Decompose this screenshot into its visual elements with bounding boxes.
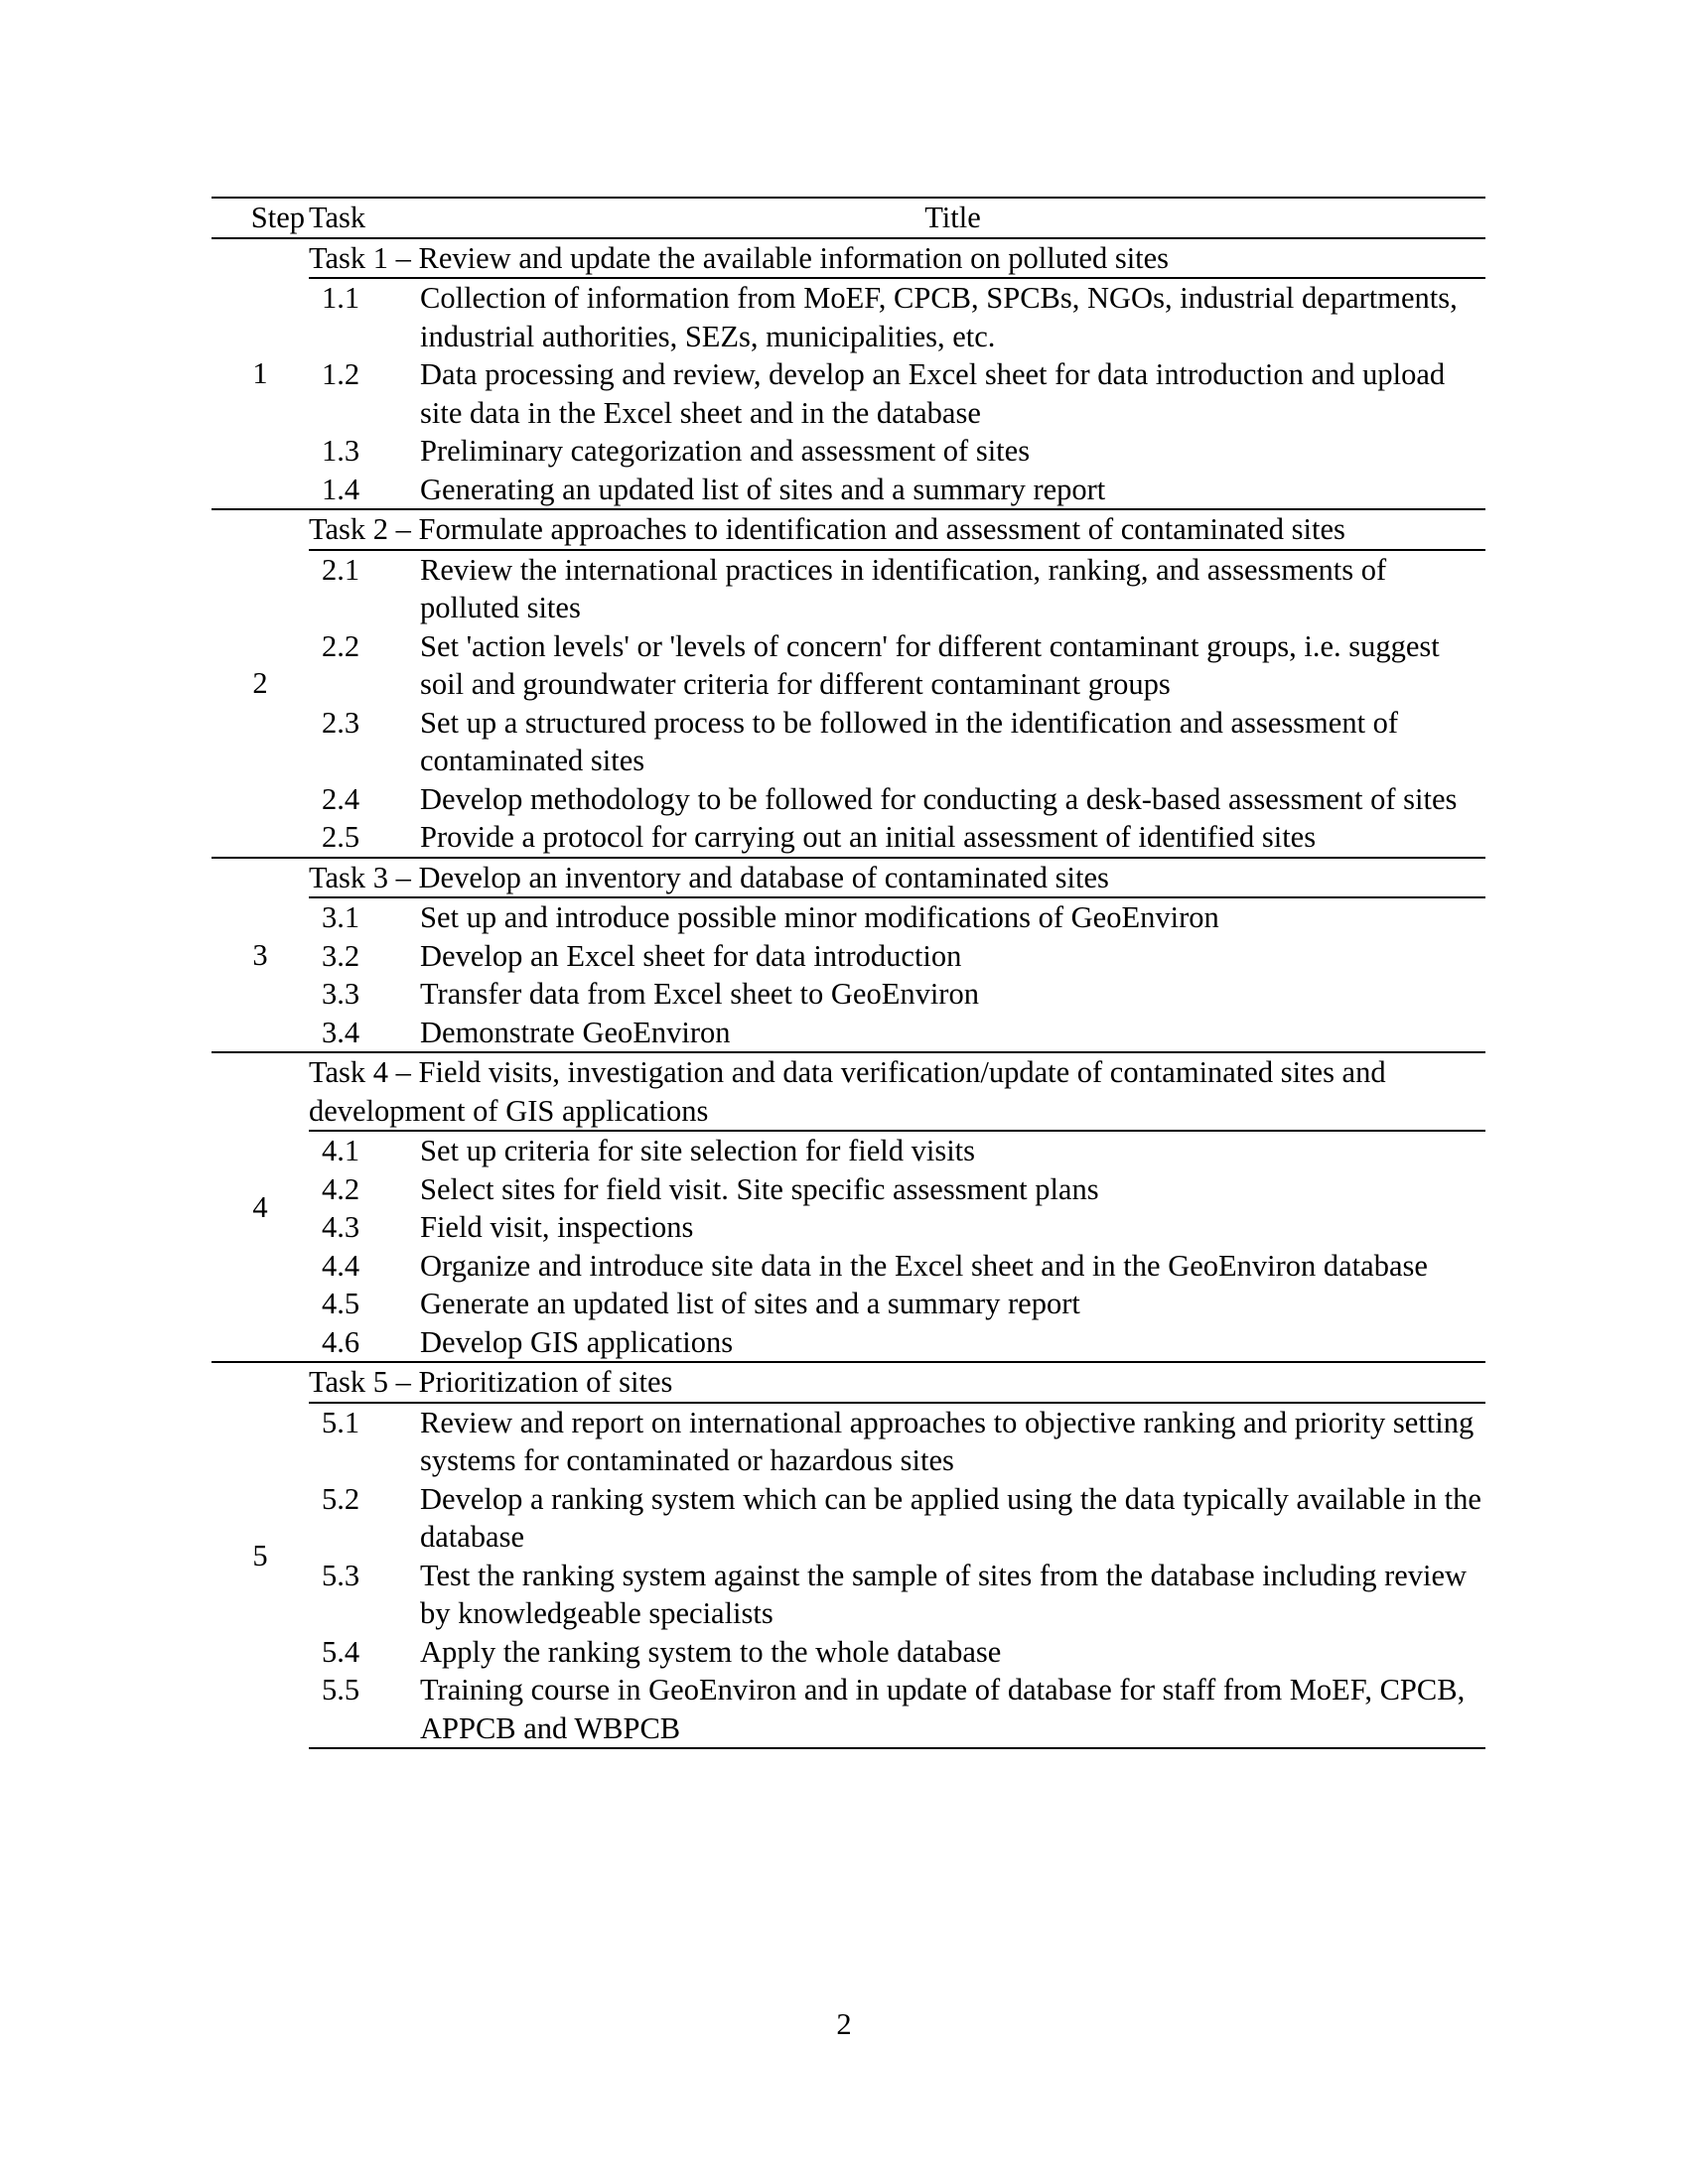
subtask-row — [211, 355, 1485, 432]
subtask-row — [211, 780, 1485, 819]
subtask-row — [211, 937, 1485, 976]
subtask-number: 2.2 — [322, 628, 360, 663]
subtask-row — [211, 897, 1485, 937]
subtask-number: 5.2 — [322, 1481, 360, 1516]
subtask-number: 2.1 — [322, 552, 360, 587]
subtask-title: Set up and introduce possible minor modifications of GeoEnviron — [420, 900, 1219, 934]
task-heading: Task 1 – Review and update the available information on polluted sites — [309, 238, 1485, 279]
header-task: Task — [309, 198, 420, 238]
subtask-number: 2.4 — [322, 781, 360, 816]
header-title: Title — [420, 198, 1485, 238]
subtask-row — [211, 278, 1485, 355]
step-number: 1 — [211, 238, 309, 510]
subtask-row — [211, 1014, 1485, 1053]
task-heading: Task 3 – Develop an inventory and database of contaminated sites — [309, 858, 1485, 898]
subtask-title: Develop a ranking system which can be applied using the data typically available in the database — [420, 1481, 1481, 1554]
subtask-row — [211, 1285, 1485, 1323]
task-group-heading-row — [211, 509, 1485, 550]
subtask-title: Field visit, inspections — [420, 1210, 694, 1244]
subtask-title: Develop GIS applications — [420, 1324, 734, 1359]
subtask-title: Develop methodology to be followed for conducting a desk-based assessment of sites — [420, 781, 1458, 816]
page-number: 2 — [836, 2007, 852, 2041]
subtask-row — [211, 1403, 1485, 1480]
subtask-title: Transfer data from Excel sheet to GeoEnviron — [420, 977, 979, 1011]
subtask-number: 5.5 — [309, 1671, 420, 1748]
subtask-number: 3.4 — [322, 1015, 360, 1049]
task-table-body — [211, 238, 1485, 1749]
step-number: 4 — [211, 1052, 309, 1362]
table-header-row — [211, 198, 1485, 238]
subtask-number: 5.4 — [322, 1634, 360, 1669]
subtask-title: Test the ranking system against the sample of sites from the database including review by knowledgeable specialists — [420, 1558, 1468, 1630]
subtask-number: 5.1 — [322, 1405, 360, 1439]
subtask-title: Review and report on international approaches to objective ranking and priority setting systems for contaminated or hazardous sites — [420, 1405, 1475, 1477]
step-number: 2 — [211, 509, 309, 858]
task-heading: Task 4 – Field visits, investigation and data verification/update of contaminated sites and development of GIS applications — [309, 1052, 1485, 1131]
subtask-number: 4.1 — [322, 1134, 360, 1167]
subtask-title: Training course in GeoEnviron and in update of database for staff from MoEF, CPCB, APPCB and WBPCB — [420, 1671, 1485, 1748]
subtask-row — [211, 1131, 1485, 1170]
task-heading: Task 5 – Prioritization of sites — [309, 1362, 1485, 1403]
subtask-row — [211, 704, 1485, 780]
task-table-container — [211, 197, 1485, 1749]
subtask-title: Review the international practices in identification, ranking, and assessments of polluted sites — [420, 552, 1387, 624]
subtask-number: 4.3 — [322, 1210, 360, 1244]
subtask-row — [211, 818, 1485, 858]
task-table — [211, 197, 1485, 1749]
subtask-number: 1.4 — [322, 472, 360, 506]
subtask-title: Provide a protocol for carrying out an initial assessment of identified sites — [420, 820, 1317, 854]
subtask-row — [211, 1247, 1485, 1286]
subtask-row — [211, 1480, 1485, 1557]
subtask-number: 4.4 — [322, 1248, 360, 1283]
subtask-row — [211, 471, 1485, 510]
subtask-title: Set up a structured process to be followed in the identification and assessment of contaminated sites — [420, 705, 1399, 777]
subtask-row — [211, 1671, 1485, 1748]
subtask-number: 3.2 — [322, 938, 360, 973]
task-group-heading-row — [211, 238, 1485, 279]
subtask-number: 4.5 — [322, 1287, 360, 1320]
subtask-number: 1.1 — [322, 281, 360, 315]
subtask-title: Data processing and review, develop an Excel sheet for data introduction and upload site data in the Excel sheet and in the database — [420, 357, 1446, 430]
subtask-title: Set 'action levels' or 'levels of concern' for different contaminant groups, i.e. suggest soil and groundwater criteria for different contaminant groups — [420, 628, 1440, 701]
task-group-heading-row — [211, 858, 1485, 898]
step-number: 3 — [211, 858, 309, 1053]
subtask-title: Set up criteria for site selection for field visits — [420, 1134, 976, 1167]
subtask-title: Preliminary categorization and assessment of sites — [420, 434, 1031, 468]
subtask-title: Generate an updated list of sites and a summary report — [420, 1287, 1080, 1320]
subtask-row — [211, 1633, 1485, 1672]
task-heading: Task 2 – Formulate approaches to identification and assessment of contaminated sites — [309, 509, 1485, 550]
subtask-number: 4.6 — [322, 1324, 360, 1359]
subtask-number: 2.5 — [322, 820, 360, 854]
subtask-number: 1.3 — [322, 434, 360, 468]
task-group-heading-row — [211, 1052, 1485, 1131]
subtask-number: 1.2 — [322, 357, 360, 391]
subtask-title: Demonstrate GeoEnviron — [420, 1015, 731, 1049]
subtask-number: 2.3 — [322, 705, 360, 740]
subtask-title: Collection of information from MoEF, CPCB, SPCBs, NGOs, industrial departments, industrial authorities, SEZs, municipalities, etc. — [420, 281, 1458, 353]
subtask-title: Organize and introduce site data in the Excel sheet and in the GeoEnviron database — [420, 1248, 1428, 1283]
subtask-title: Apply the ranking system to the whole database — [420, 1634, 1002, 1669]
subtask-number: 3.3 — [322, 977, 360, 1011]
subtask-row — [211, 1557, 1485, 1633]
subtask-row — [211, 1208, 1485, 1247]
subtask-row — [211, 432, 1485, 471]
subtask-number: 4.2 — [322, 1171, 360, 1206]
subtask-row — [211, 975, 1485, 1014]
subtask-number: 3.1 — [322, 900, 360, 934]
subtask-row — [211, 1170, 1485, 1209]
step-number: 5 — [211, 1362, 309, 1748]
subtask-title: Develop an Excel sheet for data introduction — [420, 938, 962, 973]
subtask-number: 5.3 — [322, 1558, 360, 1592]
subtask-row — [211, 627, 1485, 704]
subtask-row — [211, 550, 1485, 627]
task-group-heading-row — [211, 1362, 1485, 1403]
header-step: Step — [211, 198, 309, 238]
subtask-title: Select sites for field visit. Site specific assessment plans — [420, 1171, 1099, 1206]
subtask-title: Generating an updated list of sites and a summary report — [420, 472, 1106, 506]
subtask-row — [211, 1323, 1485, 1363]
